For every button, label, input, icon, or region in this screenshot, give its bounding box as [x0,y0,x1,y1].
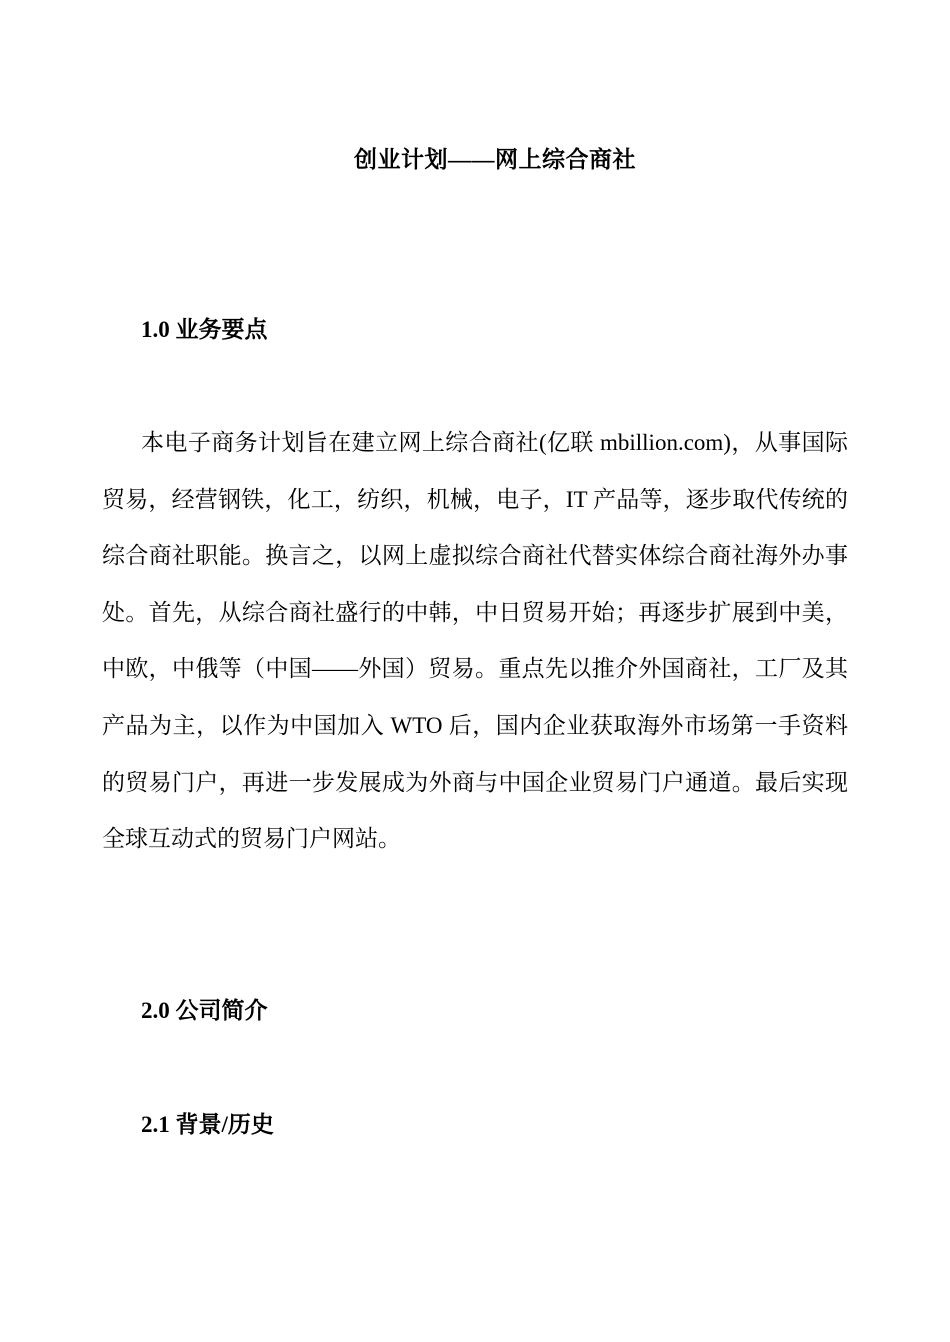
business-summary-paragraph: 本电子商务计划旨在建立网上综合商社(亿联 mbillion.com)，从事国际贸易，经营钢铁，化工，纺织，机械，电子，IT 产品等，逐步取代传统的综合商社职能。换言之，以网上虚拟综合商社代替实体综合商社海外办事处。首先，从综合商社盛行的中韩，中日贸易开始；再逐步扩展到中美，中欧，中俄等（中国——外国）贸易。重点先以推介外国商社，工厂及其产品为主，以作为中国加入 WTO 后，国内企业获取海外市场第一手资料的贸易门户，再进一步发展成为外商与中国企业贸易门户通道。最后实现全球互动式的贸易门户网站。 [102,430,848,852]
subheading-background-history: 2.1 背景/历史 [141,1112,274,1137]
document-title: 创业计划——网上综合商社 [354,147,636,172]
section-heading-business-highlights: 1.0 业务要点 [141,317,268,342]
section-heading-company-profile: 2.0 公司简介 [141,998,268,1023]
